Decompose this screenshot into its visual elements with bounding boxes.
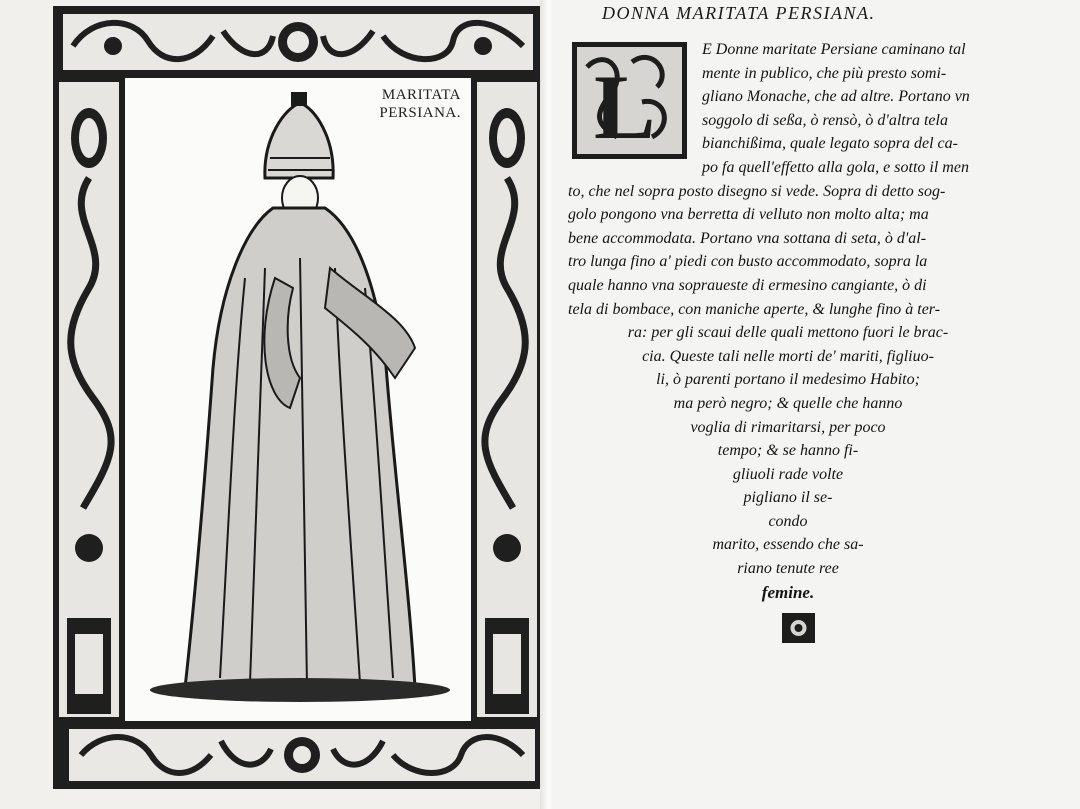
text-line-final: femine. <box>761 582 815 602</box>
figure-panel <box>125 78 471 721</box>
text-line: po fa quell'effetto alla gola, e sotto il men <box>702 158 969 176</box>
ornamental-column-left <box>53 78 125 721</box>
body-text <box>568 38 1008 604</box>
ornamental-border-bottom <box>61 721 543 789</box>
ornamental-column-right <box>471 78 543 721</box>
text-line: ma però negro; & quelle che hanno <box>673 394 903 412</box>
plate-caption <box>341 86 461 122</box>
text-line: to, che nel sopra posto disegno si vede. Sopra di detto sog- <box>568 182 946 200</box>
persian-woman-figure <box>125 78 471 721</box>
text-line: tempo; & se hanno fi- <box>717 442 859 460</box>
text-line: golo pongono vna berretta di velluto non molto alta; ma <box>568 206 929 224</box>
text-line: gliano Monache, che ad altre. Portano vn <box>702 88 970 106</box>
text-line: quale hanno vna sopraueste di ermesino cangiante, ò di <box>568 276 927 294</box>
text-line: pigliano il se- <box>743 489 833 507</box>
text-line: tro lunga fino a' piedi con busto accommodato, sopra la <box>568 253 928 271</box>
printer-ornament <box>782 613 815 643</box>
text-line: condo <box>768 512 808 530</box>
text-line: gliuoli rade volte <box>732 465 844 483</box>
text-line: soggolo di seßa, ò rensò, ò d'altra tela <box>702 111 948 129</box>
text-line: bene accommodata. Portano vna sottana di seta, ò d'al- <box>568 229 927 247</box>
text-line: li, ò parenti portano il medesimo Habito; <box>656 371 920 389</box>
drop-cap-letter: L <box>594 56 656 158</box>
text-line: mente in publico, che più presto somi- <box>702 64 947 82</box>
text-line: marito, essendo che sa- <box>712 536 864 554</box>
text-line: voglia di rimaritarsi, per poco <box>690 418 886 436</box>
text-line: cia. Queste tali nelle morti de' mariti, figliuo- <box>642 347 934 365</box>
text-line: tela di bombace, con maniche aperte, & lunghe fino à ter- <box>568 300 941 318</box>
plate-caption-line1: MARITATA <box>381 87 461 103</box>
running-head: DONNA MARITATA PERSIANA. <box>602 3 876 23</box>
text-line: riano tenute ree <box>737 560 839 578</box>
right-page <box>554 0 1080 809</box>
plate-caption-line2: PERSIANA. <box>379 105 461 121</box>
book-gutter <box>540 0 554 809</box>
text-line: ra: per gli scaui delle quali mettono fuori le brac- <box>627 324 949 342</box>
woodcut-plate <box>53 6 543 789</box>
text-line: E Donne maritate Persiane caminano tal <box>702 41 966 58</box>
ornamental-border-top <box>53 6 543 78</box>
text-line: bianchißima, quale legato sopra del ca- <box>702 135 958 153</box>
